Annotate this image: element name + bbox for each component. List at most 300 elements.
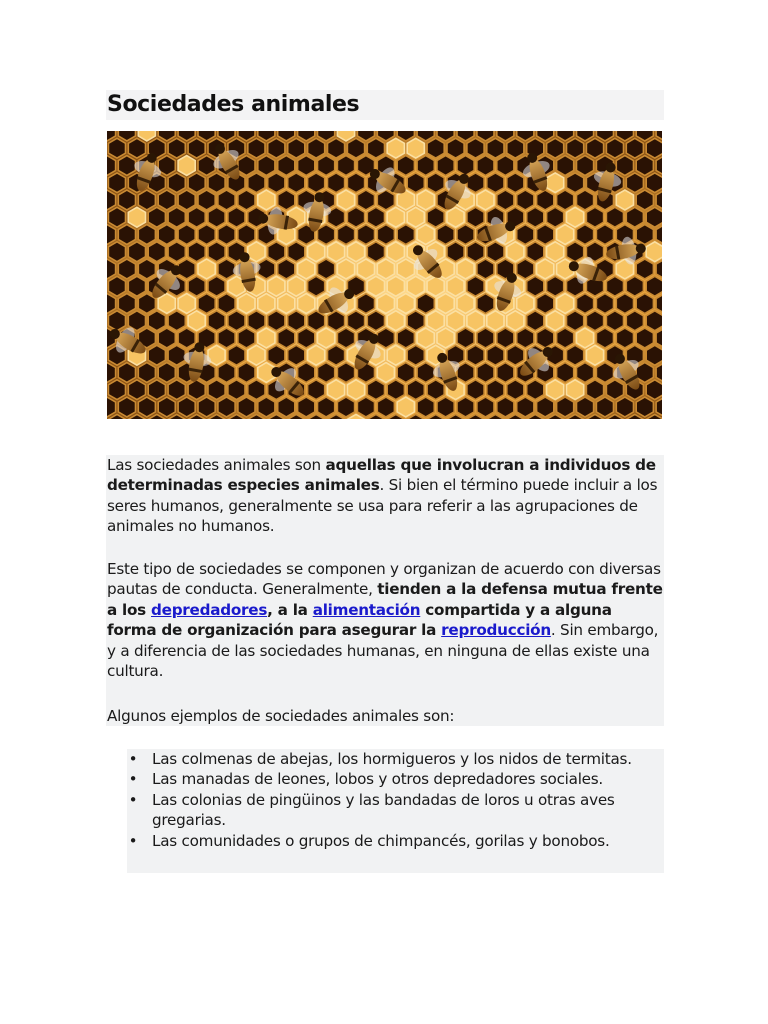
honeycomb-cell xyxy=(427,311,444,331)
honeycomb-cell xyxy=(178,225,195,245)
honeycomb-cell xyxy=(108,207,125,227)
honeycomb-cell xyxy=(328,311,345,331)
honeycomb-cell xyxy=(308,345,325,365)
honeycomb-cell xyxy=(248,345,265,365)
link-depredadores[interactable]: depredadores xyxy=(151,600,268,619)
honeycomb-cell xyxy=(626,207,643,227)
honeycomb-cell xyxy=(288,345,305,365)
honeycomb-cell xyxy=(397,259,414,279)
honeycomb-cell xyxy=(586,207,603,227)
honeycomb-cell xyxy=(347,311,364,331)
honeycomb-cell xyxy=(367,242,384,262)
honeycomb-cell xyxy=(118,190,135,210)
honeycomb-cell xyxy=(586,311,603,331)
honeycomb-cell xyxy=(158,328,175,348)
honeycomb-cell xyxy=(577,397,594,417)
honeycomb-cell xyxy=(557,156,574,176)
honeycomb-cell xyxy=(567,138,584,158)
honeycomb-cell xyxy=(238,294,255,314)
bold-text: tienden a la defensa mutua frente a los xyxy=(107,580,663,619)
honeycomb-cell xyxy=(337,328,354,348)
list-item xyxy=(127,749,664,769)
honeycomb-cell xyxy=(397,225,414,245)
honeycomb-bees-image xyxy=(107,131,662,419)
page-title: Sociedades animales xyxy=(107,92,360,117)
honeycomb-cell xyxy=(178,156,195,176)
honeycomb-cell xyxy=(457,156,474,176)
honeycomb-cell xyxy=(527,276,544,296)
honeycomb-cell xyxy=(467,138,484,158)
honeycomb-cell xyxy=(606,207,623,227)
honeycomb-cell xyxy=(318,259,335,279)
honeycomb-cell xyxy=(427,276,444,296)
honeycomb-cell xyxy=(238,156,255,176)
honeycomb-cell xyxy=(138,225,155,245)
honeycomb-cell xyxy=(507,380,524,400)
honeycomb-cell xyxy=(577,225,594,245)
honeycomb-cell xyxy=(557,294,574,314)
bullet: • xyxy=(128,831,138,850)
honeycomb-cell xyxy=(258,294,275,314)
honeycomb-cell xyxy=(258,190,275,210)
honeycomb-cell xyxy=(138,363,155,383)
honeycomb-cell xyxy=(457,328,474,348)
honeycomb-cell xyxy=(308,242,325,262)
honeycomb-cell xyxy=(457,259,474,279)
honeycomb-cell xyxy=(417,397,434,417)
honeycomb-cell xyxy=(577,363,594,383)
honeycomb-cell xyxy=(218,190,235,210)
honeycomb-cell xyxy=(397,363,414,383)
honeycomb-cell xyxy=(527,311,544,331)
honeycomb-cell xyxy=(487,138,504,158)
honeycomb-cell xyxy=(477,156,494,176)
honeycomb-cell xyxy=(487,345,504,365)
honeycomb-cell xyxy=(377,259,394,279)
honeycomb-cell xyxy=(108,173,125,193)
honeycomb-cell xyxy=(347,380,364,400)
honeycomb-cell xyxy=(168,207,185,227)
list-item xyxy=(127,831,664,851)
honeycomb-cell xyxy=(517,328,534,348)
honeycomb-cell xyxy=(606,276,623,296)
honeycomb-cell xyxy=(308,276,325,296)
honeycomb-cell xyxy=(626,138,643,158)
honeycomb-cell xyxy=(328,380,345,400)
honeycomb-cell xyxy=(218,294,235,314)
honeycomb-cell xyxy=(208,380,225,400)
honeycomb-cell xyxy=(636,190,653,210)
honeycomb-cell xyxy=(387,311,404,331)
honeycomb-cell xyxy=(288,276,305,296)
honeycomb-cell xyxy=(188,173,205,193)
honeycomb-cell xyxy=(218,328,235,348)
honeycomb-cell xyxy=(168,138,185,158)
honeycomb-cell xyxy=(188,138,205,158)
honeycomb-cell xyxy=(616,156,633,176)
honeycomb-cell xyxy=(646,276,662,296)
list-item xyxy=(127,769,664,789)
honeycomb-cell xyxy=(547,138,564,158)
honeycomb-cell xyxy=(626,276,643,296)
honeycomb-cell xyxy=(477,363,494,383)
honeycomb-cell xyxy=(547,173,564,193)
honeycomb-cell xyxy=(138,190,155,210)
honeycomb-cell xyxy=(557,190,574,210)
honeycomb-cell xyxy=(337,225,354,245)
honeycomb-cell xyxy=(497,328,514,348)
honeycomb-cell xyxy=(387,380,404,400)
honeycomb-cell xyxy=(168,242,185,262)
bullet: • xyxy=(128,750,138,768)
honeycomb-cell xyxy=(288,311,305,331)
honeycomb-cell xyxy=(268,345,285,365)
honeycomb-cell xyxy=(537,397,554,417)
honeycomb-cell xyxy=(308,138,325,158)
honeycomb-cell xyxy=(248,173,265,193)
honeycomb-cell xyxy=(238,397,255,417)
honeycomb-cell xyxy=(387,138,404,158)
paragraph-intro xyxy=(107,455,664,537)
honeycomb-cell xyxy=(357,225,374,245)
honeycomb-cell xyxy=(318,397,335,417)
honeycomb-cell xyxy=(218,225,235,245)
honeycomb-cell xyxy=(397,156,414,176)
honeycomb-cell xyxy=(178,294,195,314)
honeycomb-cell xyxy=(586,138,603,158)
honeycomb-cell xyxy=(447,138,464,158)
honeycomb-cell xyxy=(417,225,434,245)
honeycomb-cell xyxy=(646,173,662,193)
honeycomb-cell xyxy=(128,138,145,158)
honeycomb-cell xyxy=(616,328,633,348)
honeycomb-cell xyxy=(168,173,185,193)
honeycomb-cell xyxy=(417,328,434,348)
honeycomb-cell xyxy=(547,207,564,227)
honeycomb-cell xyxy=(547,242,564,262)
honeycomb-cell xyxy=(387,276,404,296)
honeycomb-cell xyxy=(367,380,384,400)
honeycomb-cell xyxy=(387,345,404,365)
honeycomb-cell xyxy=(457,294,474,314)
honeycomb-cell xyxy=(238,190,255,210)
honeycomb-cell xyxy=(636,259,653,279)
honeycomb-cell xyxy=(557,225,574,245)
honeycomb-cell xyxy=(258,328,275,348)
honeycomb-cell xyxy=(377,225,394,245)
honeycomb-cell xyxy=(228,345,245,365)
honeycomb-cell xyxy=(527,380,544,400)
honeycomb-cell xyxy=(288,242,305,262)
honeycomb-cell xyxy=(487,380,504,400)
honeycomb-cell xyxy=(108,311,125,331)
honeycomb-cell xyxy=(646,380,662,400)
honeycomb-cell xyxy=(188,311,205,331)
honeycomb-cell xyxy=(377,363,394,383)
honeycomb-cell xyxy=(148,242,165,262)
honeycomb-cell xyxy=(517,259,534,279)
honeycomb-cell xyxy=(467,173,484,193)
honeycomb-cell xyxy=(268,311,285,331)
honeycomb-cell xyxy=(507,345,524,365)
honeycomb-cell xyxy=(646,345,662,365)
honeycomb-cell xyxy=(477,328,494,348)
honeycomb-cell xyxy=(308,173,325,193)
honeycomb-cell xyxy=(298,259,315,279)
honeycomb-cell xyxy=(457,225,474,245)
honeycomb-cell xyxy=(407,345,424,365)
honeycomb-cell xyxy=(507,311,524,331)
bold-text: compartida y a alguna forma de organización para asegurar la xyxy=(107,600,612,640)
honeycomb-cell xyxy=(537,294,554,314)
honeycomb-cell xyxy=(128,242,145,262)
honeycomb-cell xyxy=(537,259,554,279)
list-item-text: Las colonias de pingüinos y las bandadas de loros u otras aves gregarias. xyxy=(152,790,615,830)
honeycomb-cell xyxy=(567,207,584,227)
honeycomb-cell xyxy=(118,363,135,383)
honeycomb-cell xyxy=(128,207,145,227)
honeycomb-cell xyxy=(377,328,394,348)
bold-text: , a la xyxy=(267,600,313,619)
text-span: Este tipo de sociedades se componen y organizan de acuerdo con diversas pautas de conducta. Generalmente, xyxy=(107,560,661,599)
honeycomb-cell xyxy=(228,207,245,227)
honeycomb-cell xyxy=(318,156,335,176)
honeycomb-cell xyxy=(298,363,315,383)
honeycomb-cell xyxy=(118,397,135,417)
honeycomb-cell xyxy=(298,294,315,314)
honeycomb-cell xyxy=(288,138,305,158)
honeycomb-cell xyxy=(567,345,584,365)
honeycomb-cell xyxy=(268,276,285,296)
honeycomb-cell xyxy=(168,311,185,331)
bullet: • xyxy=(128,790,138,809)
honeycomb-cell xyxy=(278,190,295,210)
honeycomb-cell xyxy=(328,173,345,193)
honeycomb-cell xyxy=(367,207,384,227)
honeycomb-cell xyxy=(467,311,484,331)
honeycomb-cell xyxy=(437,156,454,176)
honeycomb-cell xyxy=(108,138,125,158)
honeycomb-cell xyxy=(188,207,205,227)
honeycomb-cell xyxy=(467,207,484,227)
honeycomb-cell xyxy=(517,294,534,314)
honeycomb-cell xyxy=(148,380,165,400)
honeycomb-cell xyxy=(646,242,662,262)
honeycomb-cell xyxy=(427,380,444,400)
honeycomb-cell xyxy=(128,276,145,296)
honeycomb-cell xyxy=(547,276,564,296)
honeycomb-cell xyxy=(268,173,285,193)
honeycomb-cell xyxy=(557,363,574,383)
honeycomb-cell xyxy=(318,225,335,245)
honeycomb-cell xyxy=(288,173,305,193)
honeycomb-cell xyxy=(407,276,424,296)
honeycomb-cell xyxy=(577,156,594,176)
honeycomb-cell xyxy=(577,190,594,210)
text-span: Las sociedades animales son xyxy=(107,456,326,474)
honeycomb-cell xyxy=(347,173,364,193)
honeycomb-cell xyxy=(467,242,484,262)
honeycomb-cell xyxy=(447,311,464,331)
honeycomb-cell xyxy=(357,190,374,210)
honeycomb-cell xyxy=(328,242,345,262)
honeycomb-cell xyxy=(118,294,135,314)
honeycomb-cell xyxy=(148,345,165,365)
honeycomb-cell xyxy=(328,138,345,158)
honeycomb-cell xyxy=(158,363,175,383)
honeycomb-cell xyxy=(467,345,484,365)
honeycomb-cell xyxy=(278,328,295,348)
bullet: • xyxy=(128,770,138,789)
honeycomb-cell xyxy=(447,276,464,296)
honeycomb-cell xyxy=(278,397,295,417)
honeycomb-cell xyxy=(567,380,584,400)
honeycomb-cell xyxy=(198,397,215,417)
honeycomb-cell xyxy=(537,225,554,245)
honeycomb-cell xyxy=(507,173,524,193)
honeycomb-cell xyxy=(487,173,504,193)
honeycomb-cell xyxy=(188,380,205,400)
honeycomb-cell xyxy=(467,276,484,296)
honeycomb-cell xyxy=(497,190,514,210)
honeycomb-cell xyxy=(517,190,534,210)
honeycomb-cell xyxy=(407,173,424,193)
list-item xyxy=(127,790,664,831)
honeycomb-cell xyxy=(208,242,225,262)
list-item-text: Las manadas de leones, lobos y otros depredadores sociales. xyxy=(152,770,604,789)
honeycomb-cell xyxy=(218,259,235,279)
link-reproduccion[interactable]: reproducción xyxy=(441,621,551,640)
honeycomb-cell xyxy=(387,242,404,262)
honeycomb-cell xyxy=(188,242,205,262)
honeycomb-cell xyxy=(636,225,653,245)
honeycomb-cell xyxy=(387,207,404,227)
honeycomb-cell xyxy=(547,380,564,400)
honeycomb-cell xyxy=(138,259,155,279)
honeycomb-cell xyxy=(606,380,623,400)
honeycomb-cell xyxy=(537,190,554,210)
honeycomb-cell xyxy=(467,380,484,400)
honeycomb-cell xyxy=(337,397,354,417)
examples-list xyxy=(127,749,664,873)
honeycomb-cell xyxy=(397,397,414,417)
honeycomb-cell xyxy=(258,156,275,176)
honeycomb-cell xyxy=(357,294,374,314)
honeycomb-cell xyxy=(218,363,235,383)
honeycomb-cell xyxy=(308,311,325,331)
honeycomb-cell xyxy=(238,328,255,348)
honeycomb-cell xyxy=(397,294,414,314)
honeycomb-cell xyxy=(487,311,504,331)
honeycomb-cell xyxy=(487,242,504,262)
honeycomb-cell xyxy=(427,207,444,227)
honeycomb-cell xyxy=(347,242,364,262)
honeycomb-cell xyxy=(118,225,135,245)
honeycomb-cell xyxy=(337,363,354,383)
honeycomb-cell xyxy=(646,138,662,158)
honeycomb-cell xyxy=(437,294,454,314)
honeycomb-cell xyxy=(577,294,594,314)
honeycomb-cell xyxy=(407,380,424,400)
honeycomb-cell xyxy=(208,207,225,227)
honeycomb-cell xyxy=(407,207,424,227)
honeycomb-cell xyxy=(636,294,653,314)
honeycomb-cell xyxy=(268,242,285,262)
honeycomb-cell xyxy=(557,328,574,348)
honeycomb-cell xyxy=(198,294,215,314)
honeycomb-cell xyxy=(567,242,584,262)
honeycomb-cell xyxy=(636,156,653,176)
honeycomb-cell xyxy=(258,259,275,279)
text-span: . Si bien el término puede incluir a los seres humanos, generalmente se usa para referir a las agrupaciones de animales no humanos. xyxy=(107,476,658,536)
honeycomb-cell xyxy=(606,311,623,331)
honeycomb-cell xyxy=(457,397,474,417)
honeycomb-cell xyxy=(367,311,384,331)
honeycomb-cell xyxy=(367,276,384,296)
honeycomb-cell xyxy=(347,138,364,158)
honeycomb-cell xyxy=(238,225,255,245)
paragraph-examples-intro: Algunos ejemplos de sociedades animales son: xyxy=(107,707,455,725)
honeycomb-cell xyxy=(636,328,653,348)
honeycomb-cell xyxy=(477,294,494,314)
honeycomb-cell xyxy=(586,380,603,400)
honeycomb-cell xyxy=(198,259,215,279)
honeycomb-cell xyxy=(577,328,594,348)
honeycomb-cell xyxy=(138,397,155,417)
honeycomb-cell xyxy=(517,225,534,245)
honeycomb-cell xyxy=(507,138,524,158)
honeycomb-cell xyxy=(278,294,295,314)
honeycomb-cell xyxy=(417,363,434,383)
honeycomb-cell xyxy=(118,156,135,176)
honeycomb-cell xyxy=(248,242,265,262)
honeycomb-cell xyxy=(208,311,225,331)
honeycomb-cell xyxy=(168,345,185,365)
honeycomb-cell xyxy=(397,328,414,348)
honeycomb-cell xyxy=(586,345,603,365)
honeycomb-cell xyxy=(298,328,315,348)
honeycomb-cell xyxy=(278,259,295,279)
text-span: . Sin embargo, y a diferencia de las sociedades humanas, en ninguna de ellas existe una cultura. xyxy=(107,621,659,681)
honeycomb-cell xyxy=(238,363,255,383)
honeycomb-cell xyxy=(596,397,613,417)
honeycomb-cell xyxy=(168,380,185,400)
honeycomb-cell xyxy=(427,138,444,158)
honeycomb-cell xyxy=(616,397,633,417)
honeycomb-cell xyxy=(636,363,653,383)
honeycomb-cell xyxy=(248,311,265,331)
paragraph-characteristics xyxy=(107,559,664,681)
honeycomb-cell xyxy=(158,294,175,314)
honeycomb-cell xyxy=(377,397,394,417)
honeycomb-cell xyxy=(158,225,175,245)
honeycomb-cell xyxy=(547,311,564,331)
honeycomb-cell xyxy=(308,380,325,400)
list-item-text: Las colmenas de abejas, los hormigueros y los nidos de termitas. xyxy=(152,750,632,768)
honeycomb-cell xyxy=(636,397,653,417)
link-alimentacion[interactable]: alimentación xyxy=(312,600,421,619)
honeycomb-cell xyxy=(377,294,394,314)
honeycomb-cell xyxy=(567,311,584,331)
honeycomb-cell xyxy=(477,397,494,417)
honeycomb-cell xyxy=(447,207,464,227)
honeycomb-cell xyxy=(337,190,354,210)
honeycomb-cell xyxy=(298,397,315,417)
honeycomb-cell xyxy=(377,190,394,210)
honeycomb-cell xyxy=(437,328,454,348)
honeycomb-cell xyxy=(596,294,613,314)
honeycomb-cell xyxy=(337,259,354,279)
